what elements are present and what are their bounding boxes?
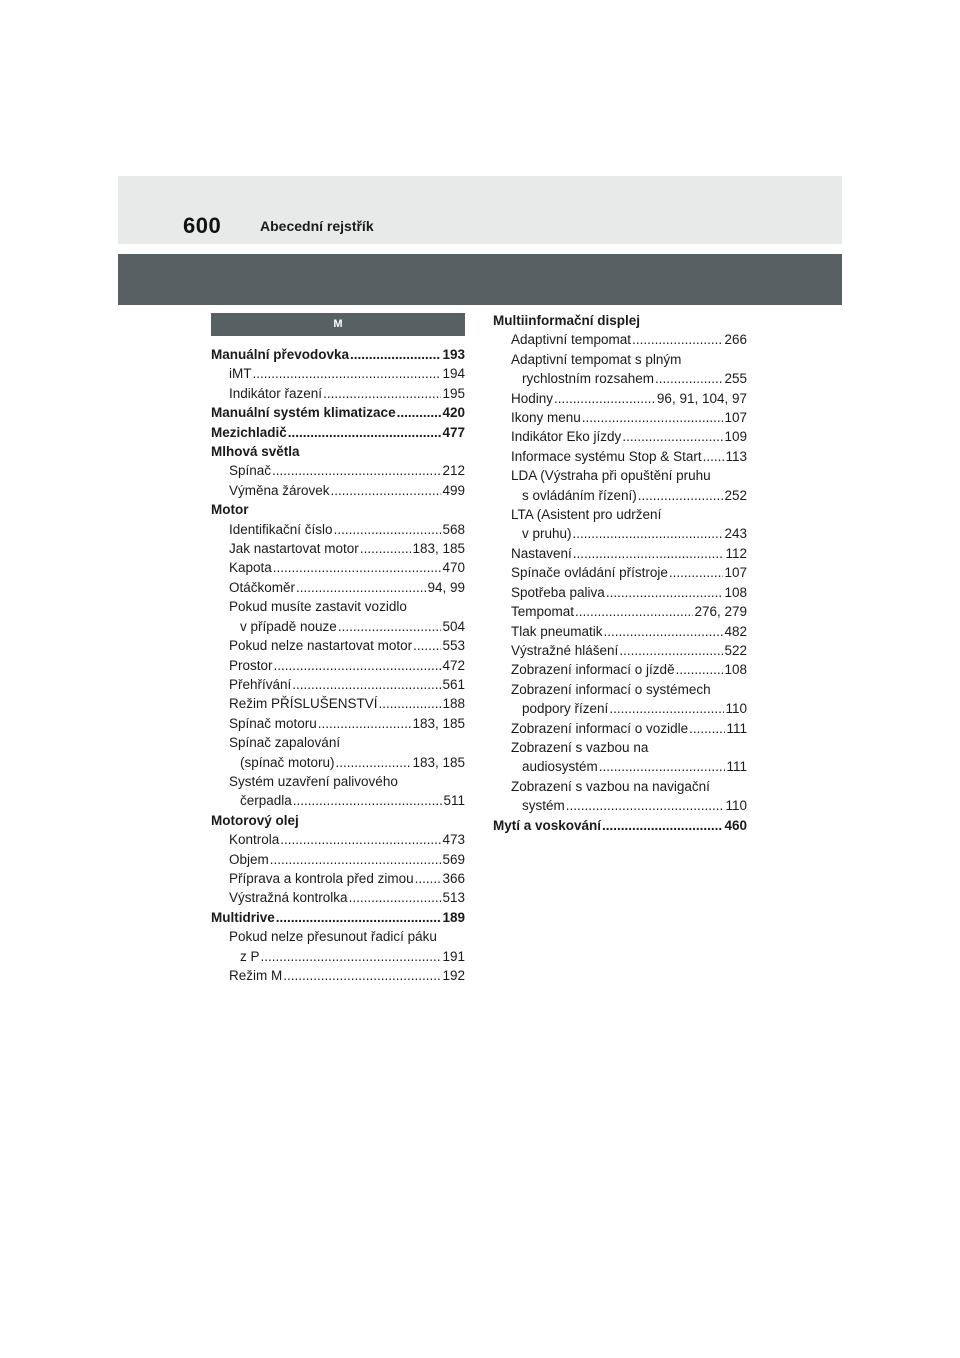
index-entry xyxy=(493,486,747,505)
dot-leader xyxy=(604,622,724,641)
index-entry xyxy=(493,427,747,446)
index-entry-term: Adaptivní tempomat s plným xyxy=(511,351,682,367)
dot-leader xyxy=(638,486,724,505)
dot-leader xyxy=(622,427,723,446)
index-entry-pages: 477 xyxy=(442,424,465,440)
index-entry-term: Multiinformační displej xyxy=(493,313,641,328)
index-entry-term: Adaptivní tempomat xyxy=(511,332,632,348)
index-entry-pages: 266 xyxy=(724,332,747,348)
dot-leader xyxy=(413,636,441,655)
index-entry-term: Indikátor řazení xyxy=(229,385,323,401)
index-entry-term: Spínač xyxy=(229,463,272,479)
index-entry-term: Mytí a voskování xyxy=(493,817,602,833)
index-entry xyxy=(211,830,465,849)
index-entry-term: Spínač zapalování xyxy=(229,735,341,751)
index-entry xyxy=(211,636,465,655)
index-entry xyxy=(211,403,465,422)
index-entry xyxy=(211,384,465,403)
index-entry-pages: 193 xyxy=(442,347,465,362)
index-entry xyxy=(493,641,747,660)
index-entry xyxy=(211,927,465,946)
index-entry-term: iMT xyxy=(229,366,252,382)
dot-leader xyxy=(288,423,442,442)
index-entry xyxy=(493,583,747,602)
dot-leader xyxy=(676,660,724,679)
index-entry-pages: 96, 91, 104, 97 xyxy=(656,390,747,406)
dot-leader xyxy=(632,330,723,349)
dot-leader xyxy=(599,757,726,776)
index-entry-pages: 194 xyxy=(442,366,465,382)
index-column-right xyxy=(493,311,747,835)
dot-leader xyxy=(270,850,442,869)
index-entry-term: podpory řízení xyxy=(522,701,609,717)
dot-leader xyxy=(582,408,724,427)
index-entry-term: Indikátor Eko jízdy xyxy=(511,429,622,445)
index-entry-pages: 189 xyxy=(442,909,465,925)
index-entry-pages: 470 xyxy=(442,560,465,576)
index-entry xyxy=(211,811,465,830)
index-entry-pages: 568 xyxy=(442,521,465,537)
index-entry-pages: 110 xyxy=(725,701,747,717)
index-entry-term: Ikony menu xyxy=(511,410,581,426)
index-entry-term: Otáčkoměr xyxy=(229,579,296,595)
index-entry-pages: 553 xyxy=(442,638,465,654)
index-entry-pages: 107 xyxy=(724,565,747,581)
index-entry-pages: 255 xyxy=(724,371,747,387)
index-entry xyxy=(493,719,747,738)
index-entry-pages: 109 xyxy=(724,429,747,445)
index-entry-term: Mezichladič xyxy=(211,424,287,440)
index-entry-pages: 94, 99 xyxy=(427,579,465,595)
index-entry-term: Motor xyxy=(211,502,249,518)
index-entry-term: Výměna žárovek xyxy=(229,482,330,498)
index-entry-pages: 460 xyxy=(724,817,747,833)
index-entry xyxy=(211,694,465,713)
header-bar xyxy=(118,254,842,305)
index-entry-term: Zobrazení informací o systémech xyxy=(511,681,711,697)
index-entry xyxy=(493,738,747,757)
dot-leader xyxy=(273,558,442,577)
index-entry-pages: 183, 185 xyxy=(412,754,465,770)
index-entry-pages: 107 xyxy=(724,410,747,426)
index-entry-term: Režim PŘÍSLUŠENSTVÍ xyxy=(229,696,378,712)
index-entry xyxy=(493,544,747,563)
index-entry-pages: 195 xyxy=(442,385,465,401)
index-column-left xyxy=(211,311,465,985)
dot-leader xyxy=(609,699,724,718)
index-entry xyxy=(211,733,465,752)
index-entry-pages: 111 xyxy=(726,720,747,736)
index-entry-pages: 183, 185 xyxy=(412,715,465,731)
index-entry-term: LDA (Výstraha při opuštění pruhu xyxy=(511,468,711,484)
index-entry-pages: 110 xyxy=(725,798,747,814)
index-entry-pages: 192 xyxy=(442,968,465,983)
dot-leader xyxy=(602,816,723,835)
index-entry xyxy=(493,622,747,641)
dot-leader xyxy=(573,524,724,543)
index-entry xyxy=(211,539,465,558)
index-entry xyxy=(211,345,465,364)
dot-leader xyxy=(554,389,656,408)
index-entry-pages: 111 xyxy=(726,759,747,775)
dot-leader xyxy=(575,602,693,621)
index-entry-pages: 561 xyxy=(442,676,465,692)
dot-leader xyxy=(338,617,442,636)
section-title: Abecední rejstřík xyxy=(260,218,374,234)
index-entry-term: Příprava a kontrola před zimou xyxy=(229,870,414,886)
index-entry-term: Spínače ovládání přístroje xyxy=(511,565,668,581)
index-entry xyxy=(493,757,747,776)
dot-leader xyxy=(350,345,441,364)
index-entry xyxy=(493,660,747,679)
index-entry xyxy=(211,558,465,577)
index-entry-term: Tempomat xyxy=(511,604,575,620)
index-entry-term: Přehřívání xyxy=(229,676,292,692)
index-entry-term: v pruhu) xyxy=(522,526,572,542)
dot-leader xyxy=(703,447,725,466)
index-entries-right xyxy=(493,311,747,835)
index-entry-term: z P xyxy=(240,948,260,964)
dot-leader xyxy=(331,481,442,500)
dot-leader xyxy=(669,563,724,582)
index-entry xyxy=(211,888,465,907)
dot-leader xyxy=(336,753,412,772)
dot-leader xyxy=(334,520,442,539)
index-entry xyxy=(493,466,747,485)
index-entry xyxy=(211,364,465,383)
index-entry xyxy=(211,597,465,616)
index-entry-pages: 569 xyxy=(442,851,465,867)
dot-leader xyxy=(276,908,442,927)
index-entry-term: čerpadla xyxy=(240,793,292,809)
index-entry-pages: 113 xyxy=(725,448,747,464)
index-entry-pages: 188 xyxy=(442,696,465,712)
index-entry-pages: 420 xyxy=(442,405,465,421)
dot-leader xyxy=(283,966,441,985)
index-entry-pages: 522 xyxy=(724,642,747,658)
index-entry xyxy=(493,796,747,815)
index-entry xyxy=(493,816,747,835)
index-entry-pages: 513 xyxy=(442,890,465,906)
index-entry-term: Zobrazení informací o jízdě xyxy=(511,662,675,678)
index-entry-term: s ovládáním řízení) xyxy=(522,487,637,503)
index-entry-pages: 473 xyxy=(442,832,465,848)
dot-leader xyxy=(566,796,725,815)
index-entry xyxy=(493,447,747,466)
index-entry-term: Nastavení xyxy=(511,545,572,561)
index-entry xyxy=(493,350,747,369)
dot-leader xyxy=(272,461,441,480)
index-letter-heading: M xyxy=(211,313,465,336)
index-entry-pages: 108 xyxy=(724,584,747,600)
index-entry-term: Spínač motoru xyxy=(229,715,317,731)
index-entry-pages: 504 xyxy=(442,618,465,634)
index-entry-term: Výstražná kontrolka xyxy=(229,890,348,906)
index-entry-term: Režim M xyxy=(229,968,283,983)
dot-leader xyxy=(573,544,725,563)
index-entry xyxy=(211,714,465,733)
index-entry-term: systém xyxy=(522,798,565,814)
index-entry xyxy=(211,791,465,810)
index-entry xyxy=(211,461,465,480)
index-entry-term: audiosystém xyxy=(522,759,598,775)
index-entry xyxy=(493,563,747,582)
page-number: 600 xyxy=(183,213,222,238)
dot-leader xyxy=(349,888,442,907)
index-entry-pages: 212 xyxy=(442,463,465,479)
index-entry-pages: 472 xyxy=(442,657,465,673)
index-entry xyxy=(211,617,465,636)
index-entry xyxy=(493,777,747,796)
index-entry-term: Jak nastartovat motor xyxy=(229,541,359,557)
index-entry xyxy=(211,869,465,888)
index-entry-term: Pokud nelze přesunout řadicí páku xyxy=(229,929,437,945)
index-entry-pages: 511 xyxy=(443,793,465,809)
index-entry-term: Identifikační číslo xyxy=(229,521,333,537)
dot-leader xyxy=(274,656,442,675)
index-entry xyxy=(211,947,465,966)
index-entry-term: Tlak pneumatik xyxy=(511,623,603,639)
index-entry-term: Pokud nelze nastartovat motor xyxy=(229,638,413,654)
index-entry xyxy=(211,500,465,519)
index-entry-pages: 252 xyxy=(724,487,747,503)
index-entry xyxy=(211,850,465,869)
index-entry xyxy=(211,966,465,985)
dot-leader xyxy=(280,830,441,849)
index-entry xyxy=(493,505,747,524)
index-entry-pages: 183, 185 xyxy=(412,541,465,557)
dot-leader xyxy=(606,583,724,602)
index-entry-term: Zobrazení s vazbou na navigační xyxy=(511,778,710,794)
dot-leader xyxy=(360,539,412,558)
dot-leader xyxy=(619,641,723,660)
index-entry xyxy=(211,908,465,927)
index-entry-term: Zobrazení s vazbou na xyxy=(511,739,649,755)
index-entry xyxy=(211,520,465,539)
index-entry xyxy=(211,675,465,694)
index-entry xyxy=(493,330,747,349)
index-entry-term: Motorový olej xyxy=(211,812,299,828)
index-entry-term: Manuální systém klimatizace xyxy=(211,405,396,421)
index-entry xyxy=(493,311,747,330)
dot-leader xyxy=(655,369,723,388)
index-entry-pages: 482 xyxy=(724,623,747,639)
dot-leader xyxy=(318,714,412,733)
index-entry xyxy=(211,423,465,442)
dot-leader xyxy=(397,403,442,422)
index-entry-term: rychlostním rozsahem xyxy=(522,371,655,387)
index-entry-pages: 243 xyxy=(724,526,747,542)
dot-leader xyxy=(261,947,442,966)
dot-leader xyxy=(323,384,441,403)
index-entry-term: Výstražné hlášení xyxy=(511,642,619,658)
index-entry xyxy=(211,442,465,461)
index-entry xyxy=(211,578,465,597)
dot-leader xyxy=(292,675,441,694)
dot-leader xyxy=(689,719,725,738)
index-entry-term: Manuální převodovka xyxy=(211,347,350,362)
index-entry-term: Informace systému Stop & Start xyxy=(511,448,702,464)
dot-leader xyxy=(296,578,426,597)
index-entry-term: Prostor xyxy=(229,657,273,673)
index-entry xyxy=(493,524,747,543)
index-entry-pages: 108 xyxy=(724,662,747,678)
index-entry xyxy=(211,481,465,500)
index-entry-pages: 366 xyxy=(442,870,465,886)
index-entry-pages: 276, 279 xyxy=(694,604,747,620)
index-entry-term: Hodiny xyxy=(511,390,554,406)
dot-leader xyxy=(253,364,442,383)
index-entry-term: Multidrive xyxy=(211,909,275,925)
index-entries-left xyxy=(211,345,465,985)
index-entry xyxy=(211,656,465,675)
index-entry xyxy=(493,699,747,718)
index-entry-term: Objem xyxy=(229,851,269,867)
index-entry-term: Kontrola xyxy=(229,832,280,848)
index-entry-pages: 112 xyxy=(725,545,747,561)
index-entry xyxy=(211,753,465,772)
index-entry xyxy=(493,408,747,427)
index-entry-term: v případě nouze xyxy=(240,618,337,634)
index-entry xyxy=(211,772,465,791)
index-entry xyxy=(493,602,747,621)
index-entry-term: Pokud musíte zastavit vozidlo xyxy=(229,599,407,615)
index-entry-term: Zobrazení informací o vozidle xyxy=(511,720,689,736)
index-entry-pages: 191 xyxy=(442,948,465,964)
header-band xyxy=(118,176,842,244)
index-entry-term: (spínač motoru) xyxy=(240,754,335,770)
index-entry-term: Systém uzavření palivového xyxy=(229,773,398,789)
index-entry xyxy=(493,680,747,699)
index-entry-term: LTA (Asistent pro udržení xyxy=(511,507,662,523)
dot-leader xyxy=(379,694,442,713)
index-entry-term: Spotřeba paliva xyxy=(511,584,605,600)
index-entry-pages: 499 xyxy=(442,482,465,498)
dot-leader xyxy=(415,869,442,888)
index-entry-term: Kapota xyxy=(229,560,272,576)
dot-leader xyxy=(293,791,443,810)
index-entry-term: Mlhová světla xyxy=(211,444,300,460)
index-entry xyxy=(493,369,747,388)
index-entry xyxy=(493,389,747,408)
